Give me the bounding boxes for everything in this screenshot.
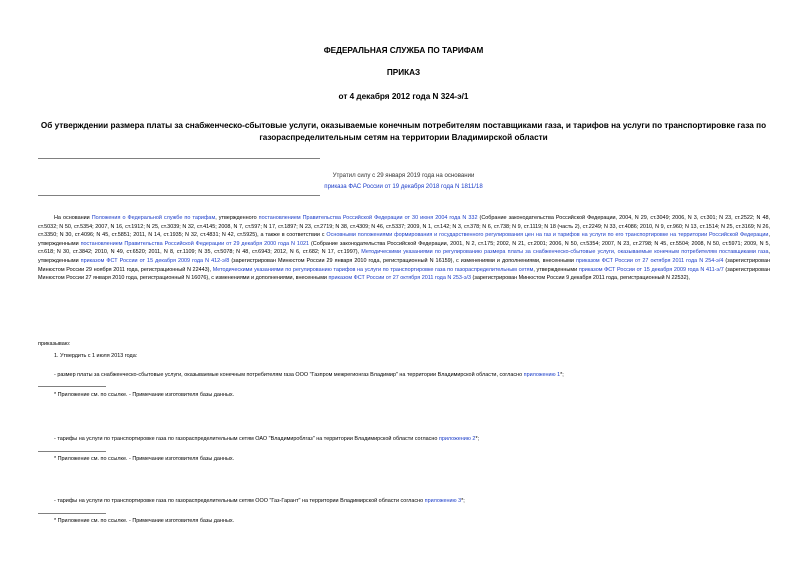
basis-link-main-provisions[interactable]: Основными положениями формирования и государственного регулирования цен на газ и тарифов на услуги по его транспортировке на территории Российской Федерации: [326, 232, 769, 239]
document-date: от 4 декабря 2012 года N 324-э/1: [338, 92, 469, 101]
basis-paragraph: [38, 214, 770, 283]
basis-link-methodical-supply[interactable]: Методическими указаниями по регулированию размера платы за снабженческо-сбытовые услуги, оказываемые конечным потребителям поставщиками газа: [361, 249, 769, 256]
basis-link-order-254[interactable]: приказом ФСТ России от 27 октября 2011 года N 254-э/4: [575, 257, 724, 264]
item-1-text: 1. Утвердить с 1 июля 2013 года:: [54, 353, 138, 359]
footnote-divider-2: [38, 451, 106, 452]
footnote-3: * Приложение см. по ссылке. - Примечание изготовителя базы данных.: [54, 518, 235, 524]
basis-text: , утвержденного: [215, 215, 259, 221]
divider-repeal: [38, 195, 320, 196]
basis-text: На основании: [54, 215, 92, 221]
bullet-1-text: - размер платы за снабженческо-сбытовые услуги, оказываемые конечным потребителям газа ООО "Газпром межрегионгаз Владимир" на территории Владимирской области, согласно: [54, 372, 524, 378]
basis-link-resolution-1021[interactable]: постановлением Правительства Российской Федерации от 29 декабря 2000 года N 1021: [80, 240, 310, 247]
basis-text: (Собрание законодательства Российской Федерации, 2001, N 2, ст.175; 2002, N 21, ст.2001; 2006, N 50, ст.5354; 2007, N 23, ст.2798; N 45, ст.5504; 2008, N 50, ст.5971; 2009, N 5, ст.618; N 30, ст.3842; 2010, N 49, ст.6520; 2011, N 8, ст.1109; N 35, ст.5078; N 48, ст.6943; 2012, N 6, ст.682; N 17, ст.1997),: [38, 240, 770, 256]
bullet-3-text: - тарифы на услуги по транспортировке газа по газораспределительным сетям ООО "Газ-Гарант" на территории Владимирской области согласно: [54, 498, 425, 504]
bullet-2-text: - тарифы на услуги по транспортировке газа по газораспределительным сетям ОАО "Владимироблгаз" на территории Владимирской области согласно: [54, 436, 439, 442]
basis-link-methodical-transport[interactable]: Методическими указаниями по регулированию тарифов на услуги по транспортировке газа по газораспределительным сетям: [212, 266, 534, 273]
divider-top: [38, 158, 320, 159]
footnote-2: * Приложение см. по ссылке. - Примечание изготовителя базы данных.: [54, 456, 235, 462]
bullet-2-end: *;: [475, 436, 480, 442]
bullet-3: [54, 498, 465, 504]
basis-link-resolution-332[interactable]: постановлением Правительства Российской Федерации от 30 июня 2004 года N 332: [258, 215, 478, 221]
document-title: Об утверждении размера платы за снабженческо-сбытовые услуги, оказываемые конечным потребителям поставщиками газа, и тарифов на услуги по транспортировке газа по газораспределительным сетям на территории Владимирской области: [40, 121, 767, 142]
basis-text: (зарегистрирован Минюстом России 27 января 2010 года, регистрационный N 16076), с изменениями и дополнениями, внесенными: [38, 266, 770, 282]
basis-link-order-253[interactable]: приказом ФСТ России от 27 октября 2011 года N 253-э/3: [328, 275, 472, 282]
prikazyvayu-text: приказываю:: [38, 341, 71, 347]
bullet-1: [54, 372, 564, 378]
basis-text: (Собрание законодательства Российской Федерации, 2004, N 29, ст.3049; 2006, N 3, ст.301; N 23, ст.2522; N 48, ст.5032; N 50, ст.5354; 2007, N 16, ст.1912; N 25, ст.3039; N 32, ст.4145; 2008, N 7, ст.597; N 17, ст.1897; N 23, ст.2719; N 38, ст.4309; N 46, ст.5337; 2009, N 1, ст.142; N 3, ст.378; N 6, ст.738; N 9, ст.1119; N 18 (часть 2), ст.2249; N 33, ст.4086; 2010, N 9, ст.960; N 13, ст.1514; N 25, ст.3169; N 26, ст.3350; N 30, ст.4096; N 45, ст.5851; 2011, N 14, ст.1935; N 32, ст.4831; N 42, ст.5925), а также в соответствии с: [38, 215, 770, 239]
appendix-2-link[interactable]: приложению 2: [438, 436, 476, 442]
basis-text: (зарегистрирован Минюстом России 29 ноября 2011 года, регистрационный N 22443),: [38, 257, 770, 273]
repeal-note: [0, 170, 807, 192]
appendix-1-link[interactable]: приложению 1: [523, 372, 561, 378]
appendix-3-link[interactable]: приложению 3: [424, 498, 462, 504]
agency-name: ФЕДЕРАЛЬНАЯ СЛУЖБА ПО ТАРИФАМ: [323, 46, 484, 55]
basis-link-order-412[interactable]: приказом ФСТ России от 15 декабря 2009 года N 412-э/8: [80, 257, 230, 264]
basis-text: , утвержденными: [38, 232, 770, 247]
basis-text: , утвержденными: [38, 249, 770, 264]
basis-text: (зарегистрирован Минюстом России 29 января 2010 года, регистрационный N 16159), с изменениями и дополнениями, внесенными: [229, 257, 576, 264]
basis-link-fst-regulation[interactable]: Положения о Федеральной службе по тарифам: [91, 215, 216, 221]
footnote-divider-1: [38, 386, 106, 387]
document-type: ПРИКАЗ: [386, 68, 421, 77]
footnote-1: * Приложение см. по ссылке. - Примечание изготовителя базы данных.: [54, 392, 235, 398]
repeal-text: Утратил силу с 29 января 2019 года на основании: [332, 172, 475, 179]
footnote-divider-3: [38, 513, 106, 514]
basis-text: , утвержденными: [533, 266, 579, 273]
repeal-link[interactable]: приказа ФАС России от 19 декабря 2018 года N 1811/18: [324, 183, 483, 190]
basis-link-order-411[interactable]: приказом ФСТ России от 15 декабря 2009 года N 411-э/7: [578, 266, 724, 273]
bullet-3-end: *;: [461, 498, 465, 504]
bullet-1-end: *;: [560, 372, 564, 378]
bullet-2: [54, 436, 479, 442]
basis-text: (зарегистрирован Минюстом России 9 декабря 2011 года, регистрационный N 22532),: [471, 275, 690, 282]
